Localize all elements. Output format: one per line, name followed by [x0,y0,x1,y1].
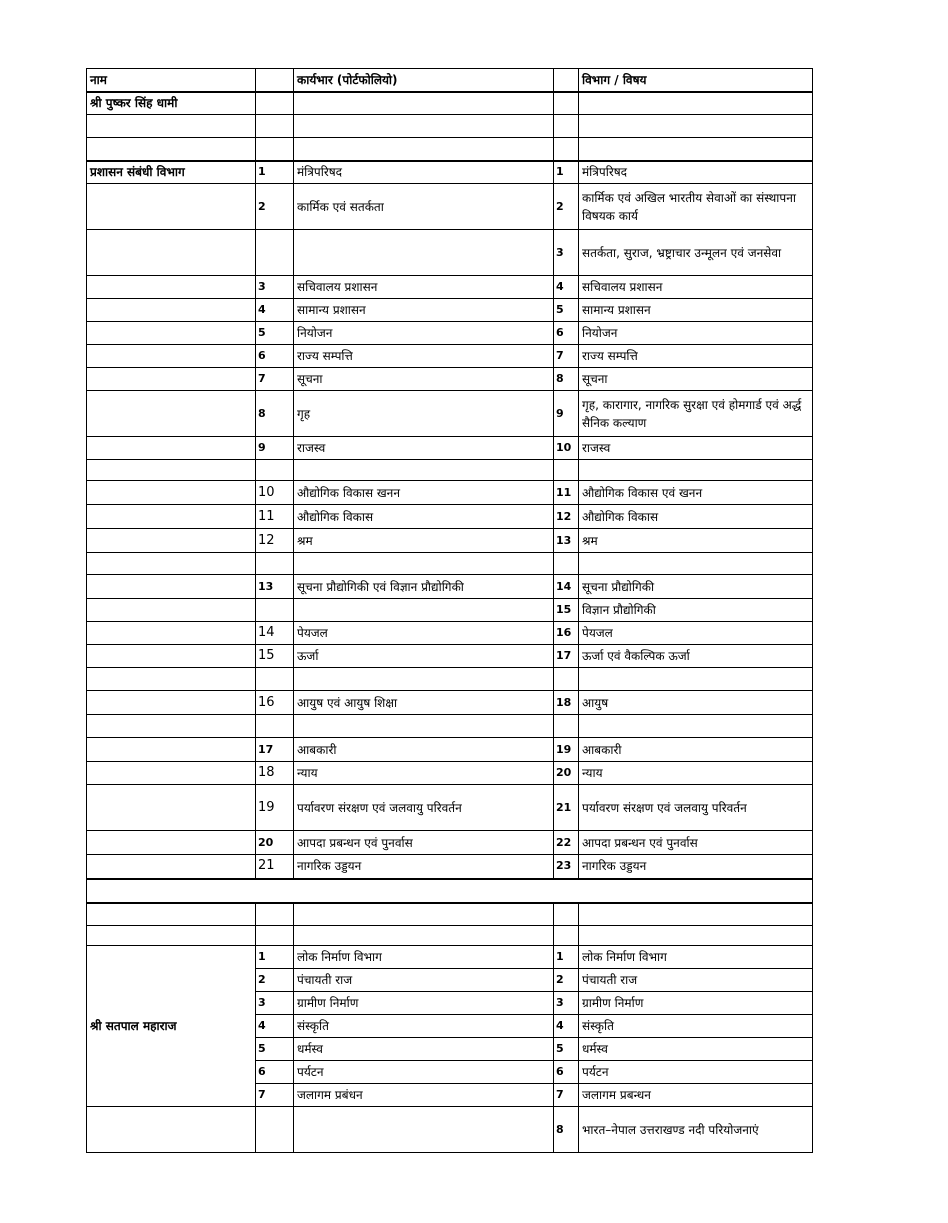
portfolio-cell: पर्यटन [294,1061,554,1084]
table-row [87,785,813,831]
department-number: 6 [554,1061,579,1084]
portfolio-number [256,903,294,926]
portfolio-number [256,715,294,738]
portfolio-number: 5 [256,322,294,345]
portfolio-cell: पर्यावरण संरक्षण एवं जलवायु परिवर्तन [294,785,554,831]
portfolio-number: 1 [256,946,294,969]
header-num-2 [554,69,579,92]
minister-cell [87,529,256,553]
portfolio-number: 15 [256,645,294,668]
table-row [87,161,813,184]
table-row [87,276,813,299]
department-number: 13 [554,529,579,553]
department-cell: आपदा प्रबन्धन एवं पुनर्वास [579,831,813,855]
portfolio-number: 1 [256,161,294,184]
department-number: 1 [554,946,579,969]
minister-cell [87,575,256,599]
portfolio-cell [294,599,554,622]
department-number: 18 [554,691,579,715]
portfolio-cell: पेयजल [294,622,554,645]
minister-cell [87,138,256,161]
portfolio-number: 4 [256,1015,294,1038]
department-cell: सूचना प्रौद्योगिकी [579,575,813,599]
department-cell: भारत–नेपाल उत्तराखण्ड नदी परियोजनाएं [579,1107,813,1153]
separator-cell [87,879,813,903]
portfolio-number: 4 [256,299,294,322]
department-number: 2 [554,969,579,992]
minister-cell [87,831,256,855]
portfolio-cell: धर्मस्व [294,1038,554,1061]
department-cell: लोक निर्माण विभाग [579,946,813,969]
department-cell [579,115,813,138]
portfolio-cell: न्याय [294,762,554,785]
portfolio-cell: गृह [294,391,554,437]
table-row [87,946,813,969]
table-row [87,345,813,368]
minister-cell [87,903,256,926]
department-number: 22 [554,831,579,855]
minister-cell [87,505,256,529]
portfolio-number: 2 [256,184,294,230]
portfolio-cell [294,230,554,276]
department-cell: सतर्कता, सुराज, भ्रष्ट्राचार उन्मूलन एवं जनसेवा [579,230,813,276]
minister-cell: प्रशासन संबंधी विभाग [87,161,256,184]
department-number [554,668,579,691]
table-row [87,926,813,946]
header-portfolio: कार्यभार (पोर्टफोलियो) [294,69,554,92]
portfolio-cell: जलागम प्रबंधन [294,1084,554,1107]
department-cell [579,138,813,161]
table-row [87,831,813,855]
department-number: 4 [554,1015,579,1038]
portfolio-cell: सचिवालय प्रशासन [294,276,554,299]
department-number: 16 [554,622,579,645]
department-cell: संस्कृति [579,1015,813,1038]
department-number: 1 [554,161,579,184]
department-cell: सचिवालय प्रशासन [579,276,813,299]
department-number: 3 [554,992,579,1015]
department-number [554,903,579,926]
department-number: 19 [554,738,579,762]
department-number: 14 [554,575,579,599]
table-row [87,368,813,391]
department-number: 7 [554,345,579,368]
portfolio-cell: श्रम [294,529,554,553]
department-number: 5 [554,299,579,322]
portfolio-number: 3 [256,276,294,299]
portfolio-cell [294,668,554,691]
department-number: 5 [554,1038,579,1061]
department-cell [579,92,813,115]
department-number: 23 [554,855,579,879]
portfolio-cell: ऊर्जा [294,645,554,668]
portfolio-cell: औद्योगिक विकास खनन [294,481,554,505]
department-cell: जलागम प्रबन्धन [579,1084,813,1107]
table-row [87,115,813,138]
portfolio-number [256,926,294,946]
minister-cell [87,299,256,322]
table-row [87,391,813,437]
table-row [87,505,813,529]
department-cell: ग्रामीण निर्माण [579,992,813,1015]
department-cell: राज्य सम्पत्ति [579,345,813,368]
portfolio-number: 18 [256,762,294,785]
minister-cell [87,926,256,946]
portfolio-number: 8 [256,391,294,437]
portfolio-number [256,668,294,691]
department-cell: सामान्य प्रशासन [579,299,813,322]
minister-cell [87,276,256,299]
portfolio-number: 16 [256,691,294,715]
portfolio-number: 17 [256,738,294,762]
department-number: 12 [554,505,579,529]
portfolio-cell [294,553,554,575]
portfolio-number: 7 [256,368,294,391]
portfolio-number: 7 [256,1084,294,1107]
department-cell: औद्योगिक विकास एवं खनन [579,481,813,505]
portfolio-number [256,138,294,161]
department-cell: सूचना [579,368,813,391]
portfolio-cell [294,715,554,738]
portfolio-cell: आपदा प्रबन्धन एवं पुनर्वास [294,831,554,855]
department-cell: मंत्रिपरिषद [579,161,813,184]
department-cell [579,553,813,575]
portfolio-cell [294,115,554,138]
portfolio-number: 21 [256,855,294,879]
portfolio-cell: औद्योगिक विकास [294,505,554,529]
portfolio-cell: सामान्य प्रशासन [294,299,554,322]
portfolio-number [256,92,294,115]
portfolio-cell [294,926,554,946]
minister-cell [87,738,256,762]
portfolio-number: 5 [256,1038,294,1061]
minister-cell [87,391,256,437]
department-number: 9 [554,391,579,437]
portfolio-number: 11 [256,505,294,529]
department-cell: आयुष [579,691,813,715]
table-row [87,855,813,879]
minister-cell [87,599,256,622]
portfolio-cell [294,1107,554,1153]
portfolio-number: 10 [256,481,294,505]
portfolio-cell: नागरिक उड्डयन [294,855,554,879]
department-number [554,926,579,946]
portfolio-cell [294,460,554,481]
department-cell: पेयजल [579,622,813,645]
minister-cell [87,184,256,230]
portfolio-number: 9 [256,437,294,460]
table-row [87,230,813,276]
department-cell [579,668,813,691]
portfolio-number: 3 [256,992,294,1015]
department-cell: आबकारी [579,738,813,762]
department-number: 8 [554,368,579,391]
portfolio-number [256,115,294,138]
department-number: 15 [554,599,579,622]
minister-cell [87,322,256,345]
portfolio-number: 6 [256,345,294,368]
portfolio-number: 14 [256,622,294,645]
portfolio-cell: मंत्रिपरिषद [294,161,554,184]
portfolio-number: 20 [256,831,294,855]
minister-cell [87,668,256,691]
department-number: 11 [554,481,579,505]
portfolio-number [256,230,294,276]
minister-cell [87,345,256,368]
portfolio-cell: कार्मिक एवं सतर्कता [294,184,554,230]
table-row [87,529,813,553]
portfolio-cell: राजस्व [294,437,554,460]
department-number: 10 [554,437,579,460]
portfolio-number: 2 [256,969,294,992]
portfolio-number [256,553,294,575]
portfolio-number: 13 [256,575,294,599]
department-cell: श्रम [579,529,813,553]
portfolio-cell: सूचना प्रौद्योगिकी एवं विज्ञान प्रौद्योगिकी [294,575,554,599]
portfolio-cell: सूचना [294,368,554,391]
department-number: 3 [554,230,579,276]
table-row [87,715,813,738]
department-cell: धर्मस्व [579,1038,813,1061]
department-number: 4 [554,276,579,299]
minister-cell [87,855,256,879]
department-number [554,115,579,138]
table-row [87,691,813,715]
minister-cell [87,553,256,575]
portfolio-cell [294,903,554,926]
portfolio-number: 12 [256,529,294,553]
department-number: 6 [554,322,579,345]
table-row [87,138,813,161]
portfolio-cell [294,138,554,161]
table-row [87,322,813,345]
department-cell: औद्योगिक विकास [579,505,813,529]
department-cell: नागरिक उड्डयन [579,855,813,879]
minister-cell [87,460,256,481]
table-row [87,903,813,926]
department-number: 17 [554,645,579,668]
table-row [87,184,813,230]
minister-cell [87,715,256,738]
portfolio-number [256,460,294,481]
portfolio-number [256,599,294,622]
department-number [554,138,579,161]
table-row [87,481,813,505]
minister-name-satpal: श्री सतपाल महाराज [87,946,256,1107]
table-row [87,1107,813,1153]
department-cell [579,903,813,926]
department-number [554,460,579,481]
minister-cell [87,437,256,460]
minister-cell [87,115,256,138]
minister-cell [87,622,256,645]
header-department: विभाग / विषय [579,69,813,92]
portfolio-cell: पंचायती राज [294,969,554,992]
department-number: 8 [554,1107,579,1153]
header-num-1 [256,69,294,92]
department-cell [579,460,813,481]
minister-cell [87,1107,256,1153]
department-number [554,92,579,115]
department-number: 20 [554,762,579,785]
table-row [87,599,813,622]
table-row [87,668,813,691]
department-cell: नियोजन [579,322,813,345]
portfolio-table [86,68,813,1153]
department-cell: राजस्व [579,437,813,460]
portfolio-number: 19 [256,785,294,831]
table-row [87,92,813,115]
portfolio-number [256,1107,294,1153]
department-cell: कार्मिक एवं अखिल भारतीय सेवाओं का संस्थापना विषयक कार्य [579,184,813,230]
department-cell [579,715,813,738]
table-row [87,575,813,599]
portfolio-number: 6 [256,1061,294,1084]
portfolio-cell: नियोजन [294,322,554,345]
minister-cell [87,481,256,505]
table-row [87,553,813,575]
portfolio-cell: संस्कृति [294,1015,554,1038]
minister-cell [87,691,256,715]
department-cell: पर्यावरण संरक्षण एवं जलवायु परिवर्तन [579,785,813,831]
minister-cell [87,368,256,391]
minister-cell [87,762,256,785]
minister-cell [87,785,256,831]
table-row [87,645,813,668]
portfolio-cell: राज्य सम्पत्ति [294,345,554,368]
department-number [554,553,579,575]
minister-cell: श्री पुष्कर सिंह धामी [87,92,256,115]
department-cell: पंचायती राज [579,969,813,992]
department-number: 21 [554,785,579,831]
table-row [87,762,813,785]
table-row [87,622,813,645]
minister-cell [87,230,256,276]
table-row [87,460,813,481]
portfolio-cell: ग्रामीण निर्माण [294,992,554,1015]
department-cell [579,926,813,946]
department-cell: न्याय [579,762,813,785]
department-number [554,715,579,738]
table-row [87,299,813,322]
department-cell: गृह, कारागार, नागरिक सुरक्षा एवं होमगार्ड एवं अर्द्ध सैनिक कल्याण [579,391,813,437]
department-cell: विज्ञान प्रौद्योगिकी [579,599,813,622]
department-number: 2 [554,184,579,230]
minister-cell [87,645,256,668]
table-row [87,437,813,460]
header-row [87,69,813,92]
department-cell: पर्यटन [579,1061,813,1084]
department-cell: ऊर्जा एवं वैकल्पिक ऊर्जा [579,645,813,668]
header-name: नाम [87,69,256,92]
separator-row [87,879,813,903]
portfolio-cell: आबकारी [294,738,554,762]
department-number: 7 [554,1084,579,1107]
portfolio-cell: लोक निर्माण विभाग [294,946,554,969]
portfolio-cell: आयुष एवं आयुष शिक्षा [294,691,554,715]
table-row [87,738,813,762]
portfolio-cell [294,92,554,115]
